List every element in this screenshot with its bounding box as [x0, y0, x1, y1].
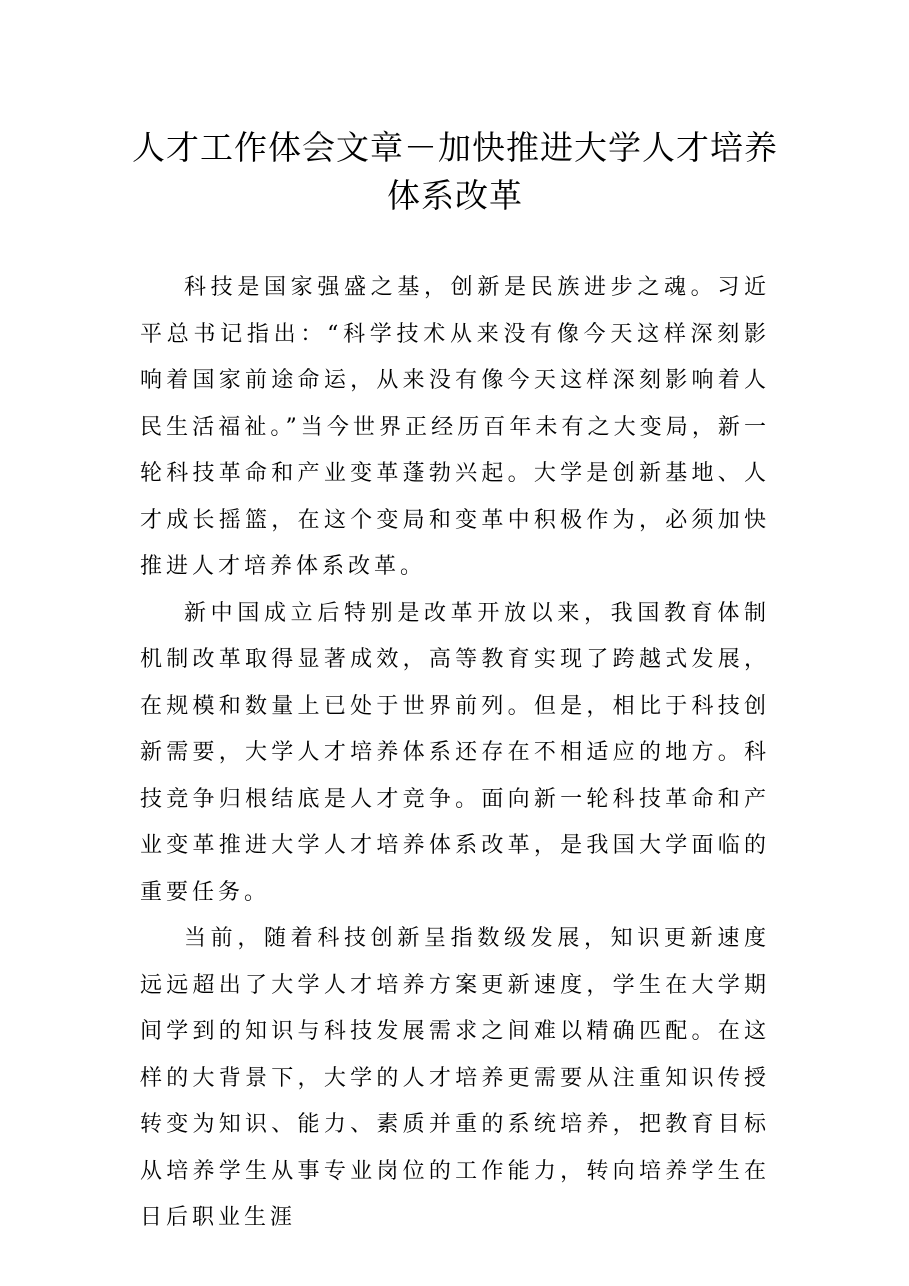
paragraph-2: 新中国成立后特别是改革开放以来，我国教育体制机制改革取得显著成效，高等教育实现了跨越式发展，在规模和数量上已处于世界前列。但是，相比于科技创新需要，大学人才培养体系还存在不相适应的地方。科技竞争归根结底是人才竞争。面向新一轮科技革命和产业变革推进大学人才培养体系改革，是我国大学面临的重要任务。: [140, 600, 770, 905]
document-title: 人才工作体会文章－加快推进大学人才培养体系改革: [132, 128, 778, 215]
paragraph-1: 科技是国家强盛之基，创新是民族进步之魂。习近平总书记指出：“科学技术从来没有像今天这样深刻影响着国家前途命运，从来没有像今天这样深刻影响着人民生活福祉。”当今世界正经历百年未有之大变局，新一轮科技革命和产业变革蓬勃兴起。大学是创新基地、人才成长摇篮，在这个变局和变革中积极作为，必须加快推进人才培养体系改革。: [140, 275, 770, 579]
paragraph-3: 当前，随着科技创新呈指数级发展，知识更新速度远远超出了大学人才培养方案更新速度，学生在大学期间学到的知识与科技发展需求之间难以精确匹配。在这样的大背景下，大学的人才培养更需要从注重知识传授转变为知识、能力、素质并重的系统培养，把教育目标从培养学生从事专业岗位的工作能力，转向培养学生在日后职业生涯: [140, 926, 770, 1230]
document-body: [140, 265, 770, 1242]
